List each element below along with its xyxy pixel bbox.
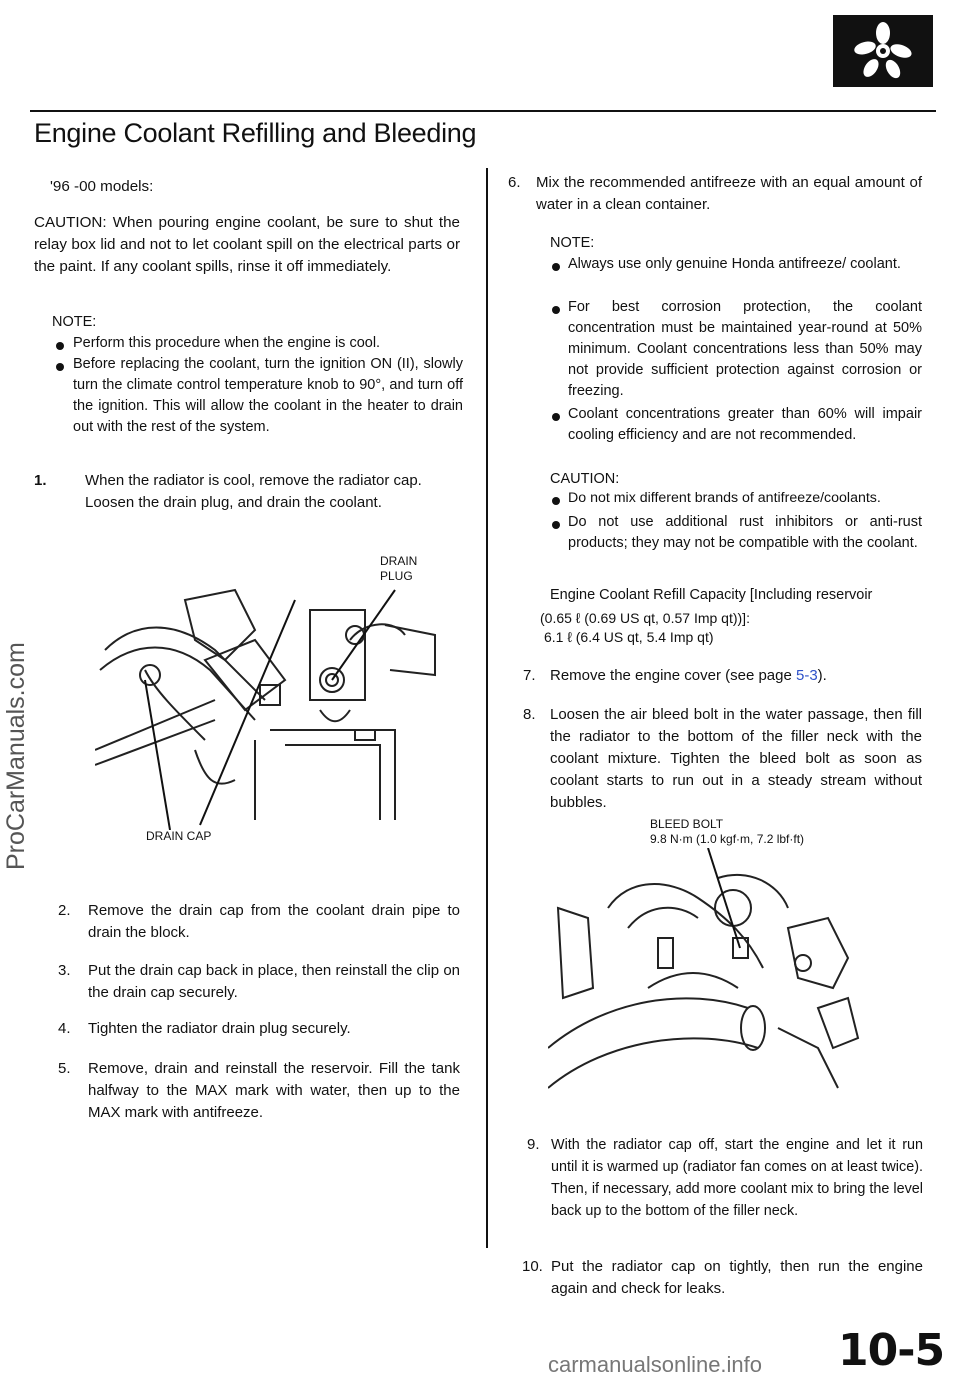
step-number: 5. <box>58 1060 71 1077</box>
step-number: 1. <box>34 472 47 489</box>
step-text: When the radiator is cool, remove the radiator cap. Loosen the drain plug, and drain the coolant. <box>85 472 422 511</box>
fig2-label-2: 9.8 N·m (1.0 kgf·m, 7.2 lbf·ft) <box>650 832 805 846</box>
step-text: Loosen the air bleed bolt in the water passage, then fill the radiator to the bottom of the filler neck with the coolant mixture. Tighten the bleed bolt as soon as coolant starts to run out in a steady stream without bubbles. <box>550 706 922 811</box>
bullet-icon <box>56 342 64 350</box>
step-number: 8. <box>523 706 536 723</box>
fig2-label-1: BLEED BOLT <box>650 817 724 831</box>
left-caution: CAUTION: When pouring engine coolant, be sure to shut the relay box lid and not to let coolant spill on the electrical parts or the paint. If any coolant spills, rinse it off immediately. <box>34 214 460 275</box>
step-text: Put the drain cap back in place, then reinstall the clip on the drain cap securely. <box>88 962 460 1001</box>
capacity-line-1: Engine Coolant Refill Capacity [Including reservoir <box>550 587 873 603</box>
page-link[interactable]: 5-3 <box>795 667 818 684</box>
step-number: 2. <box>58 902 71 919</box>
step-7-text: Remove the engine cover (see page <box>550 667 796 684</box>
right-caution-2: Do not use additional rust inhibitors or anti-rust products; they may not be compatible with the coolant. <box>568 514 922 551</box>
step-number: 9. <box>527 1136 540 1153</box>
header-rule <box>30 110 936 112</box>
page-number: 10-5 <box>838 1325 945 1376</box>
bullet-icon <box>552 306 560 314</box>
bullet-icon <box>552 263 560 271</box>
right-caution-label: CAUTION: <box>550 471 620 487</box>
right-caution-1: Do not mix different brands of antifreeze/coolants. <box>568 490 881 506</box>
left-note-label: NOTE: <box>52 314 97 330</box>
side-watermark: ProCarManuals.com <box>2 642 30 870</box>
capacity-line-2: (0.65 ℓ (0.69 US qt, 0.57 Imp qt))]: <box>540 610 750 626</box>
right-note-2: For best corrosion protection, the coolant concentration must be maintained year-round at 50% minimum. Coolant concentrations less than 50% may not provide sufficient protection against corrosion or freezing. <box>568 299 922 399</box>
left-note-1: Perform this procedure when the engine is cool. <box>73 335 381 351</box>
step-text: Remove the drain cap from the coolant drain pipe to drain the block. <box>88 902 460 941</box>
capacity-line-3: 6.1 ℓ (6.4 US qt, 5.4 Imp qt) <box>544 629 714 645</box>
step-number: 4. <box>58 1020 71 1037</box>
step-7-end: ). <box>817 667 827 684</box>
right-note-1: Always use only genuine Honda antifreeze/ coolant. <box>568 256 901 272</box>
step-number: 3. <box>58 962 71 979</box>
footer-watermark: carmanualsonline.info <box>548 1352 763 1377</box>
column-divider <box>486 168 488 1248</box>
step-text: Remove, drain and reinstall the reservoir. Fill the tank halfway to the MAX mark with water, then up to the MAX mark with antifreeze. <box>88 1060 460 1121</box>
step-text: Mix the recommended antifreeze with an equal amount of water in a clean container. <box>536 174 922 213</box>
right-note-label: NOTE: <box>550 235 595 251</box>
right-note-3: Coolant concentrations greater than 60% will impair cooling efficiency and are not recommended. <box>568 406 922 443</box>
bullet-icon <box>56 363 64 371</box>
models-heading: '96 -00 models: <box>50 178 154 195</box>
bullet-icon <box>552 497 560 505</box>
step-text: Tighten the radiator drain plug securely. <box>88 1020 351 1037</box>
left-note-2: Before replacing the coolant, turn the ignition ON (II), slowly turn the climate control temperature knob to 90°, and turn off the ignition. This will allow the coolant in the heater to drain out with the rest of the system. <box>73 356 463 435</box>
fig1-label-plug-2: PLUG <box>380 569 413 583</box>
step-text: Put the radiator cap on tightly, then run the engine again and check for leaks. <box>551 1258 923 1297</box>
step-number: 10. <box>522 1258 543 1275</box>
fig1-label-cap: DRAIN CAP <box>146 829 212 843</box>
drain-plug-illustration <box>95 580 445 830</box>
step-text <box>550 665 922 687</box>
step-number: 6. <box>508 174 521 191</box>
bleed-bolt-illustration <box>548 848 888 1098</box>
bullet-icon <box>552 521 560 529</box>
step-number: 7. <box>523 667 536 684</box>
fig1-label-plug-1: DRAIN <box>380 554 418 568</box>
page-title: Engine Coolant Refilling and Bleeding <box>34 118 477 148</box>
step-text: With the radiator cap off, start the engine and let it run until it is warmed up (radiator fan comes on at least twice). Then, if necessary, add more coolant mix to bring the level back up to the bottom of the filler neck. <box>551 1137 923 1219</box>
bullet-icon <box>552 413 560 421</box>
engine-cooling-fan-icon <box>833 15 933 87</box>
